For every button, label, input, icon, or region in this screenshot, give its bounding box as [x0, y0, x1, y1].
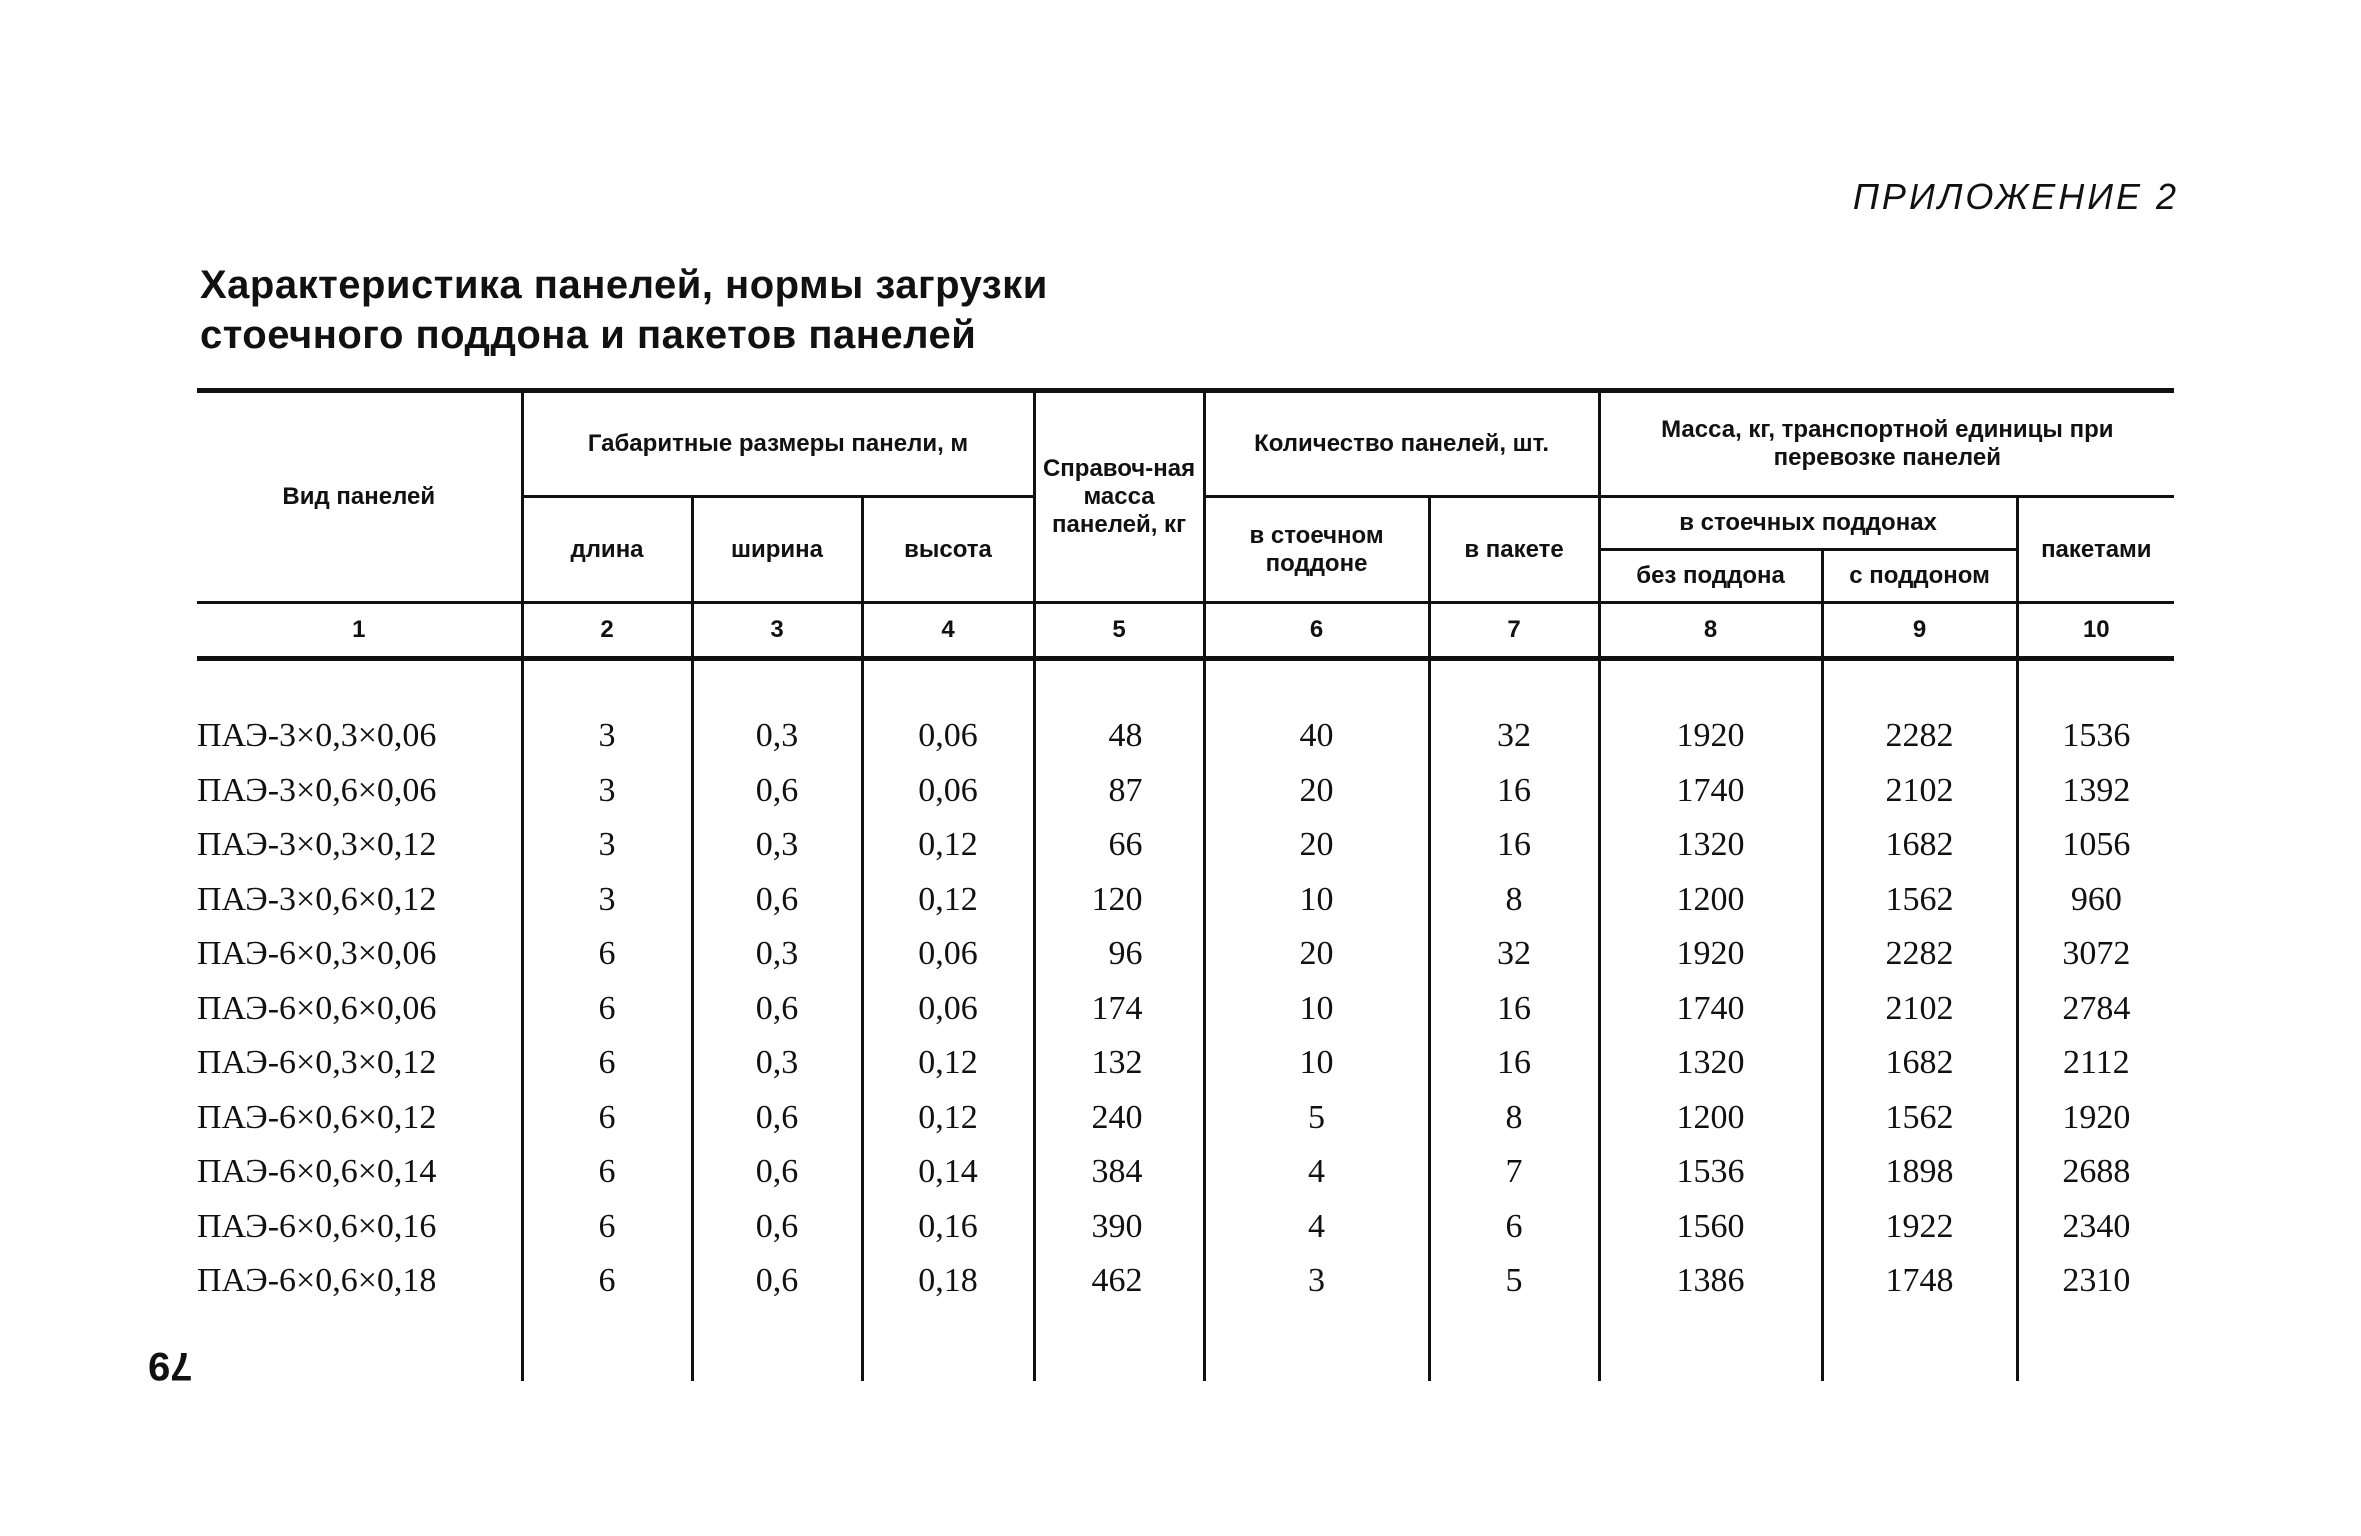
- page-title: [200, 260, 1048, 360]
- table-cell: 10: [1204, 873, 1429, 928]
- table-cell: 6: [522, 1091, 692, 1146]
- table-cell: 2102: [1822, 982, 2017, 1037]
- table-cell: 240: [1034, 1091, 1204, 1146]
- table-cell: 20: [1204, 927, 1429, 982]
- table-cell: 1740: [1599, 764, 1822, 819]
- title-line-2: стоечного поддона и пакетов панелей: [200, 313, 977, 357]
- table-cell: 32: [1429, 927, 1599, 982]
- table-cell: 1392: [2017, 764, 2174, 819]
- table-cell: 3072: [2017, 927, 2174, 982]
- table-cell: 0,06: [862, 982, 1034, 1037]
- table-cell: 3: [522, 709, 692, 764]
- header-mass-group: Масса, кг, транспортной единицы при перевозке панелей: [1599, 391, 2174, 497]
- table-cell: 1740: [1599, 982, 1822, 1037]
- header-with-pallet: с поддоном: [1822, 550, 2017, 603]
- panel-type-cell: ПАЭ-6×0,6×0,16: [197, 1207, 437, 1245]
- header-packages: пакетами: [2017, 497, 2174, 603]
- header-reference-mass: Справоч-ная масса панелей, кг: [1034, 391, 1204, 603]
- table-cell: 32: [1429, 709, 1599, 764]
- table-cell: 6: [522, 1145, 692, 1200]
- table-cell: 1386: [1599, 1254, 1822, 1309]
- table-cell: 0,12: [862, 1091, 1034, 1146]
- table-cell: 4: [1204, 1200, 1429, 1255]
- table-cell: 20: [1204, 818, 1429, 873]
- table-row: [197, 927, 2174, 982]
- table-cell: 384: [1034, 1145, 1204, 1200]
- table-cell: 16: [1429, 818, 1599, 873]
- table-cell: 0,6: [692, 1200, 862, 1255]
- table-cell: 0,6: [692, 764, 862, 819]
- title-line-1: Характеристика панелей, нормы загрузки: [200, 263, 1048, 307]
- table-cell: 0,12: [862, 818, 1034, 873]
- table-cell: 120: [1034, 873, 1204, 928]
- column-number: 7: [1429, 603, 1599, 659]
- table-cell: 48: [1034, 709, 1204, 764]
- table-cell: 5: [1204, 1091, 1429, 1146]
- table-cell: 1748: [1822, 1254, 2017, 1309]
- table-cell: 66: [1034, 818, 1204, 873]
- table-cell: 462: [1034, 1254, 1204, 1309]
- header-without-pallet: без поддона: [1599, 550, 1822, 603]
- table-cell: 2688: [2017, 1145, 2174, 1200]
- table-cell: 16: [1429, 1036, 1599, 1091]
- table-cell: 1920: [1599, 709, 1822, 764]
- table-cell: 7: [1429, 1145, 1599, 1200]
- table-row: [197, 1036, 2174, 1091]
- table-cell: 2282: [1822, 709, 2017, 764]
- table-cell: 0,18: [862, 1254, 1034, 1309]
- table-body: [197, 659, 2174, 1381]
- table-cell: 3: [522, 818, 692, 873]
- table-cell: 96: [1034, 927, 1204, 982]
- table-cell: 10: [1204, 982, 1429, 1037]
- table-cell: 2102: [1822, 764, 2017, 819]
- header-dimensions-group: Габаритные размеры панели, м: [522, 391, 1034, 497]
- table-cell: 6: [522, 982, 692, 1037]
- header-qty-in-package: в пакете: [1429, 497, 1599, 603]
- table-cell: 0,06: [862, 927, 1034, 982]
- table-cell: 6: [1429, 1200, 1599, 1255]
- table-cell: 0,6: [692, 982, 862, 1037]
- header-length: длина: [522, 497, 692, 603]
- header-panel-type: Вид панелей: [197, 391, 522, 603]
- table-cell: 0,6: [692, 1145, 862, 1200]
- panel-type-cell: ПАЭ-3×0,6×0,12: [197, 880, 437, 918]
- table-cell: 6: [522, 1200, 692, 1255]
- table-cell: 3: [1204, 1254, 1429, 1309]
- table-cell: 3: [522, 764, 692, 819]
- table-cell: 1922: [1822, 1200, 2017, 1255]
- table-cell: 1200: [1599, 1091, 1822, 1146]
- table-cell: 16: [1429, 982, 1599, 1037]
- table-cell: 1200: [1599, 873, 1822, 928]
- column-number: 4: [862, 603, 1034, 659]
- table-cell: 1056: [2017, 818, 2174, 873]
- table-cell: 3: [522, 873, 692, 928]
- table-cell: 1536: [2017, 709, 2174, 764]
- panel-type-cell: ПАЭ-6×0,3×0,12: [197, 1044, 437, 1082]
- table-cell: 0,3: [692, 1036, 862, 1091]
- table-row: [197, 1254, 2174, 1309]
- table-cell: 2282: [1822, 927, 2017, 982]
- panel-type-cell: ПАЭ-6×0,6×0,12: [197, 1098, 437, 1136]
- table-cell: 0,6: [692, 1091, 862, 1146]
- table-row: [197, 709, 2174, 764]
- table-cell: 1320: [1599, 1036, 1822, 1091]
- table-cell: 2112: [2017, 1036, 2174, 1091]
- table-cell: 20: [1204, 764, 1429, 819]
- column-number: 9: [1822, 603, 2017, 659]
- table-cell: 1320: [1599, 818, 1822, 873]
- panel-characteristics-table: [197, 388, 2174, 1381]
- table-cell: 0,06: [862, 764, 1034, 819]
- table-cell: 0,6: [692, 1254, 862, 1309]
- column-number: 2: [522, 603, 692, 659]
- table-cell: 4: [1204, 1145, 1429, 1200]
- table-cell: 1920: [1599, 927, 1822, 982]
- table-cell: 0,3: [692, 927, 862, 982]
- table-cell: 6: [522, 1036, 692, 1091]
- table-cell: 16: [1429, 764, 1599, 819]
- table-cell: 1682: [1822, 1036, 2017, 1091]
- table-cell: 0,12: [862, 873, 1034, 928]
- table-cell: 8: [1429, 1091, 1599, 1146]
- table-cell: 8: [1429, 873, 1599, 928]
- table-row: [197, 982, 2174, 1037]
- table-cell: 1562: [1822, 1091, 2017, 1146]
- table-row: [197, 873, 2174, 928]
- table-cell: 1920: [2017, 1091, 2174, 1146]
- table-cell: 1560: [1599, 1200, 1822, 1255]
- panel-type-cell: ПАЭ-3×0,6×0,06: [197, 771, 437, 809]
- table-cell: 1536: [1599, 1145, 1822, 1200]
- column-number: 3: [692, 603, 862, 659]
- panel-type-cell: ПАЭ-6×0,6×0,18: [197, 1262, 437, 1300]
- column-number: 8: [1599, 603, 1822, 659]
- table-row: [197, 818, 2174, 873]
- table-cell: 2784: [2017, 982, 2174, 1037]
- table-cell: 174: [1034, 982, 1204, 1037]
- column-number: 5: [1034, 603, 1204, 659]
- panel-type-cell: ПАЭ-3×0,3×0,12: [197, 826, 437, 864]
- column-number: 10: [2017, 603, 2174, 659]
- page-number: 79: [148, 1344, 193, 1388]
- table-cell: 6: [522, 927, 692, 982]
- table-cell: 0,12: [862, 1036, 1034, 1091]
- column-number: 6: [1204, 603, 1429, 659]
- table-cell: 5: [1429, 1254, 1599, 1309]
- panel-type-cell: ПАЭ-6×0,6×0,14: [197, 1153, 437, 1191]
- header-qty-in-pallet: в стоечном поддоне: [1204, 497, 1429, 603]
- table-cell: 0,6: [692, 873, 862, 928]
- table-cell: 2310: [2017, 1254, 2174, 1309]
- panel-type-cell: ПАЭ-6×0,6×0,06: [197, 989, 437, 1027]
- panel-type-cell: ПАЭ-6×0,3×0,06: [197, 935, 437, 973]
- header-in-pallets: в стоечных поддонах: [1599, 497, 2017, 550]
- header-width: ширина: [692, 497, 862, 603]
- table-cell: 1682: [1822, 818, 2017, 873]
- table-row: [197, 1145, 2174, 1200]
- table-cell: 40: [1204, 709, 1429, 764]
- header-height: высота: [862, 497, 1034, 603]
- table-cell: 390: [1034, 1200, 1204, 1255]
- table-cell: 132: [1034, 1036, 1204, 1091]
- table-cell: 6: [522, 1254, 692, 1309]
- table-cell: 0,14: [862, 1145, 1034, 1200]
- table-cell: 0,3: [692, 818, 862, 873]
- table-cell: 0,16: [862, 1200, 1034, 1255]
- table-cell: 1562: [1822, 873, 2017, 928]
- table-cell: 0,06: [862, 709, 1034, 764]
- table-row: [197, 1091, 2174, 1146]
- table-cell: 2340: [2017, 1200, 2174, 1255]
- appendix-label: ПРИЛОЖЕНИЕ 2: [1852, 176, 2179, 217]
- table-cell: 0,3: [692, 709, 862, 764]
- header-quantity-group: Количество панелей, шт.: [1204, 391, 1599, 497]
- table-row: [197, 764, 2174, 819]
- panel-type-cell: ПАЭ-3×0,3×0,06: [197, 717, 437, 755]
- table-cell: 1898: [1822, 1145, 2017, 1200]
- table-cell: 87: [1034, 764, 1204, 819]
- table-cell: 960: [2017, 873, 2174, 928]
- column-number: 1: [197, 603, 522, 659]
- table-row: [197, 1200, 2174, 1255]
- table-cell: 10: [1204, 1036, 1429, 1091]
